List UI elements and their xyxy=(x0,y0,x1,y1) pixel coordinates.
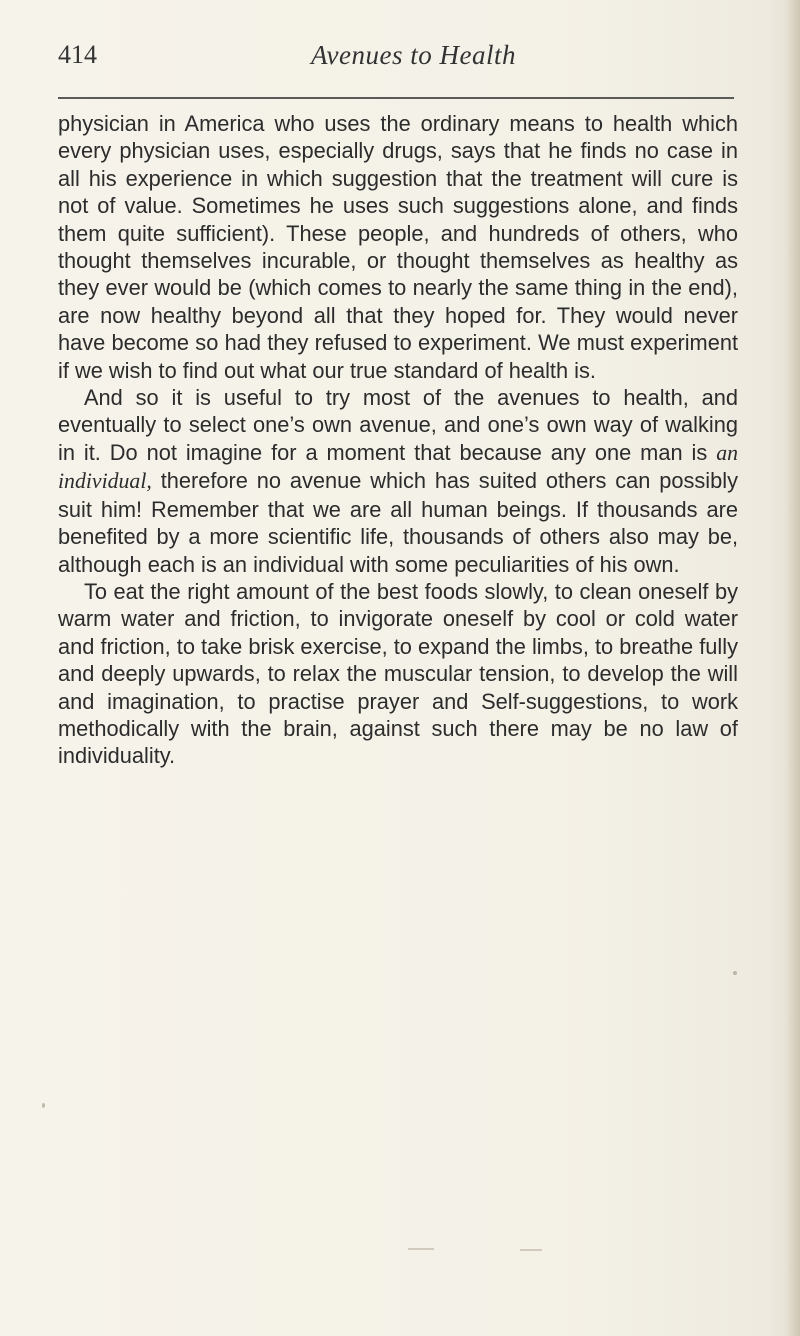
header-rule xyxy=(58,97,734,99)
paper-smudge xyxy=(520,1249,542,1251)
paper-speck xyxy=(42,1103,45,1108)
paragraph-1: physician in America who uses the ordinary means to health which every physician uses, especially drugs, says that he finds no case in all his experience in which suggestion that the treatment will cure is not of value. Sometimes he uses such suggestions alone, and finds them quite sufficient). These people, and hundreds of others, who thought themselves incurable, or thought themselves as healthy as they ever would be (which comes to nearly the same thing in the end), are now healthy beyond all that they hoped for. They would never have become so had they refused to experiment. We must experiment if we wish to find out what our true standard of health is. xyxy=(58,111,738,383)
paper-speck xyxy=(733,971,737,975)
paragraph-2 xyxy=(58,384,738,578)
body-text xyxy=(58,110,738,770)
page-number: 414 xyxy=(58,40,97,69)
paragraph-3: To eat the right amount of the best foods slowly, to clean oneself by warm water and friction, to invigorate oneself by cool or cold water and friction, to take brisk exercise, to expand the limbs, to breathe fully and deeply upwards, to relax the muscular tension, to develop the will and imagination, to practise prayer and Self-suggestions, to work methodically with the brain, against such there may be no law of individuality. xyxy=(58,578,738,769)
paragraph-2-before: And so it is useful to try most of the avenues to health, and eventually to select one’s own avenue, and one’s own way of walking in it. Do not imagine for a moment that because any one man is xyxy=(58,385,738,465)
paragraph-2-after: therefore no avenue which has suited others can possibly suit him! Remember that we are all human beings. If thousands are benefited by a more scientific life, thousands of others also may be, although each is an individual with some peculiarities of his own. xyxy=(58,468,738,577)
page-edge-shadow xyxy=(786,0,800,1336)
paper-smudge xyxy=(408,1248,434,1250)
paragraph-2-italic: an individual, xyxy=(58,440,738,494)
page-header xyxy=(58,40,738,84)
running-title: Avenues to Health xyxy=(311,40,516,70)
